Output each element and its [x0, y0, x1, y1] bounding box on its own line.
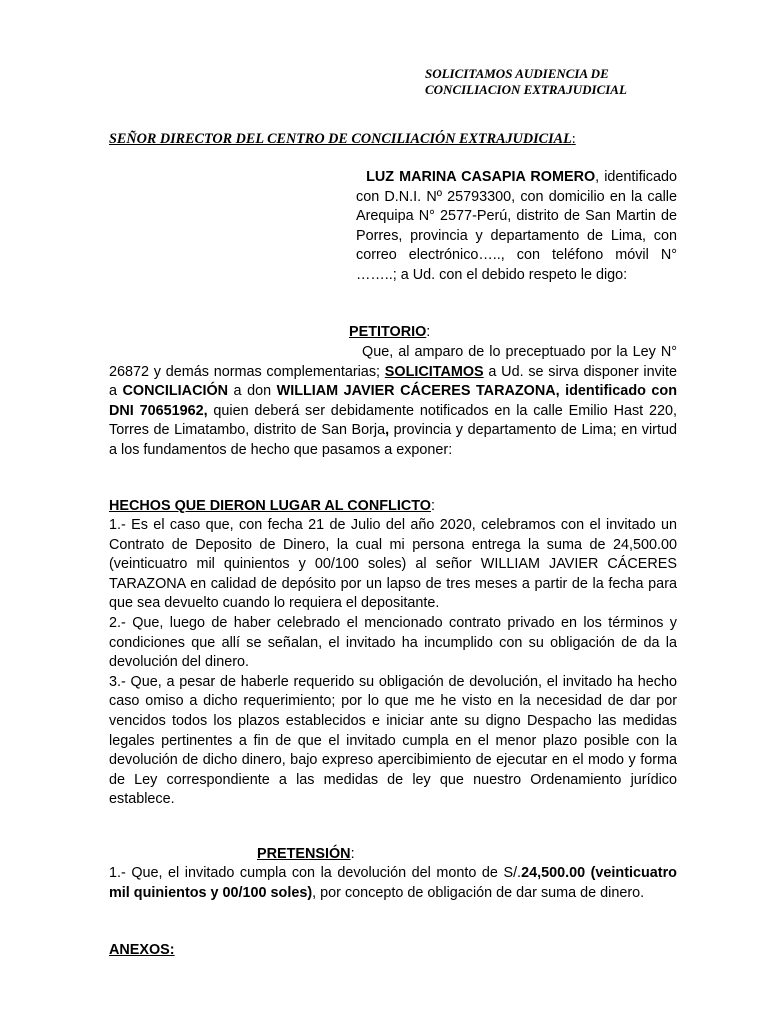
hechos-item-2: 2.- Que, luego de haber celebrado el mencionado contrato privado en los términos y condiciones que allí se señalan, el invitado ha incumplido con su obligación de da la devolución del dinero.: [109, 614, 677, 671]
petitioner-name: LUZ MARINA CASAPIA ROMERO: [366, 169, 596, 185]
anexos-title: ANEXOS:: [109, 942, 175, 958]
petitorio-colon: :: [426, 324, 431, 340]
petitorio-text-2: a Ud. se sirva disponer invite a: [109, 363, 677, 400]
document-subject: [425, 66, 725, 98]
petitorio-text-5: provincia y departamento de Lima; en virtud a los fundamentos de hecho que pasamos a exponer:: [109, 422, 677, 458]
subject-line-1: SOLICITAMOS AUDIENCIA DE: [425, 66, 609, 81]
pretension-paragraph: [109, 864, 677, 903]
solicitamos-keyword: SOLICITAMOS: [384, 363, 484, 380]
petitorio-heading: [349, 323, 430, 343]
addressee-line: [109, 130, 709, 148]
subject-line-2: CONCILIACION EXTRAJUDICIAL: [425, 82, 627, 97]
pretension-text-1: 1.- Que, el invitado cumpla con la devolución del monto de S/.: [109, 865, 522, 881]
petitorio-text-3: a don: [228, 383, 277, 400]
pretension-title: PRETENSIÓN: [257, 846, 351, 862]
hechos-colon: :: [430, 498, 435, 514]
petitioner-details: , identificado con D.N.I. Nº 25793300, con domicilio en la calle Arequipa N° 2577-Perú, distrito de San Martin de Porres, provincia y departamento de Lima, con correo electrónico….., con teléfono móvil N° ……..; a Ud. con el debido respeto le digo:: [356, 169, 678, 283]
addressee-colon: :: [571, 131, 576, 147]
petitorio-comma: ,: [385, 422, 390, 439]
addressee-text: SEÑOR DIRECTOR DEL CENTRO DE CONCILIACIÓN EXTRAJUDICIAL: [109, 131, 572, 147]
pretension-amount: 24,500.00 (veinticuatro mil quinientos y 00/100 soles): [109, 865, 677, 901]
petitorio-text-4: quien deberá ser debidamente notificados en la calle Emilio Hast 220, Torres de Limatambo, distrito de San Borja: [109, 402, 677, 439]
conciliacion-keyword: CONCILIACIÓN: [122, 383, 229, 400]
invitee-name: WILLIAM JAVIER CÁCERES TARAZONA, identificado con DNI 70651962,: [109, 383, 677, 419]
pretension-text-2: , por concepto de obligación de dar suma de dinero.: [312, 884, 645, 901]
hechos-title: HECHOS QUE DIERON LUGAR AL CONFLICTO: [109, 498, 431, 514]
pretension-heading: [257, 845, 355, 865]
petitorio-paragraph: [109, 343, 677, 461]
petitioner-block: [356, 168, 677, 286]
hechos-heading: [109, 497, 435, 517]
petitorio-text-1: Que, al amparo de lo preceptuado por la Ley N° 26872 y demás normas complementarias;: [109, 344, 677, 380]
hechos-item-3: 3.- Que, a pesar de haberle requerido su obligación de devolución, el invitado ha hecho caso omiso a dicho requerimiento; por lo que me he visto en la necesidad de dar por vencidos todos los plazos establecidos e iniciar ante su digno Despacho las medidas legales pertinentes a fin de que el invitado cumpla en el menor plazo posible con la devolución de dicho dinero, bajo expreso apercibimiento de ejecutar en el modo y forma de Ley correspondiente a las medidas de ley que nuestro Ordenamiento jurídico establece.: [109, 673, 677, 808]
hechos-list: [109, 516, 677, 810]
pretension-colon: :: [350, 846, 355, 862]
anexos-heading: [109, 941, 175, 961]
petitorio-title: PETITORIO: [349, 324, 427, 340]
hechos-item-1: 1.- Es el caso que, con fecha 21 de Julio del año 2020, celebramos con el invitado un Contrato de Deposito de Dinero, la cual mi persona entrega la suma de 24,500.00 (veinticuatro mil quinientos y 00/100 soles) al señor WILLIAM JAVIER CÁCERES TARAZONA en calidad de depósito por un lapso de tres meses a partir de la fecha para que sea devuelto cuando lo requiera el depositante.: [109, 517, 677, 612]
